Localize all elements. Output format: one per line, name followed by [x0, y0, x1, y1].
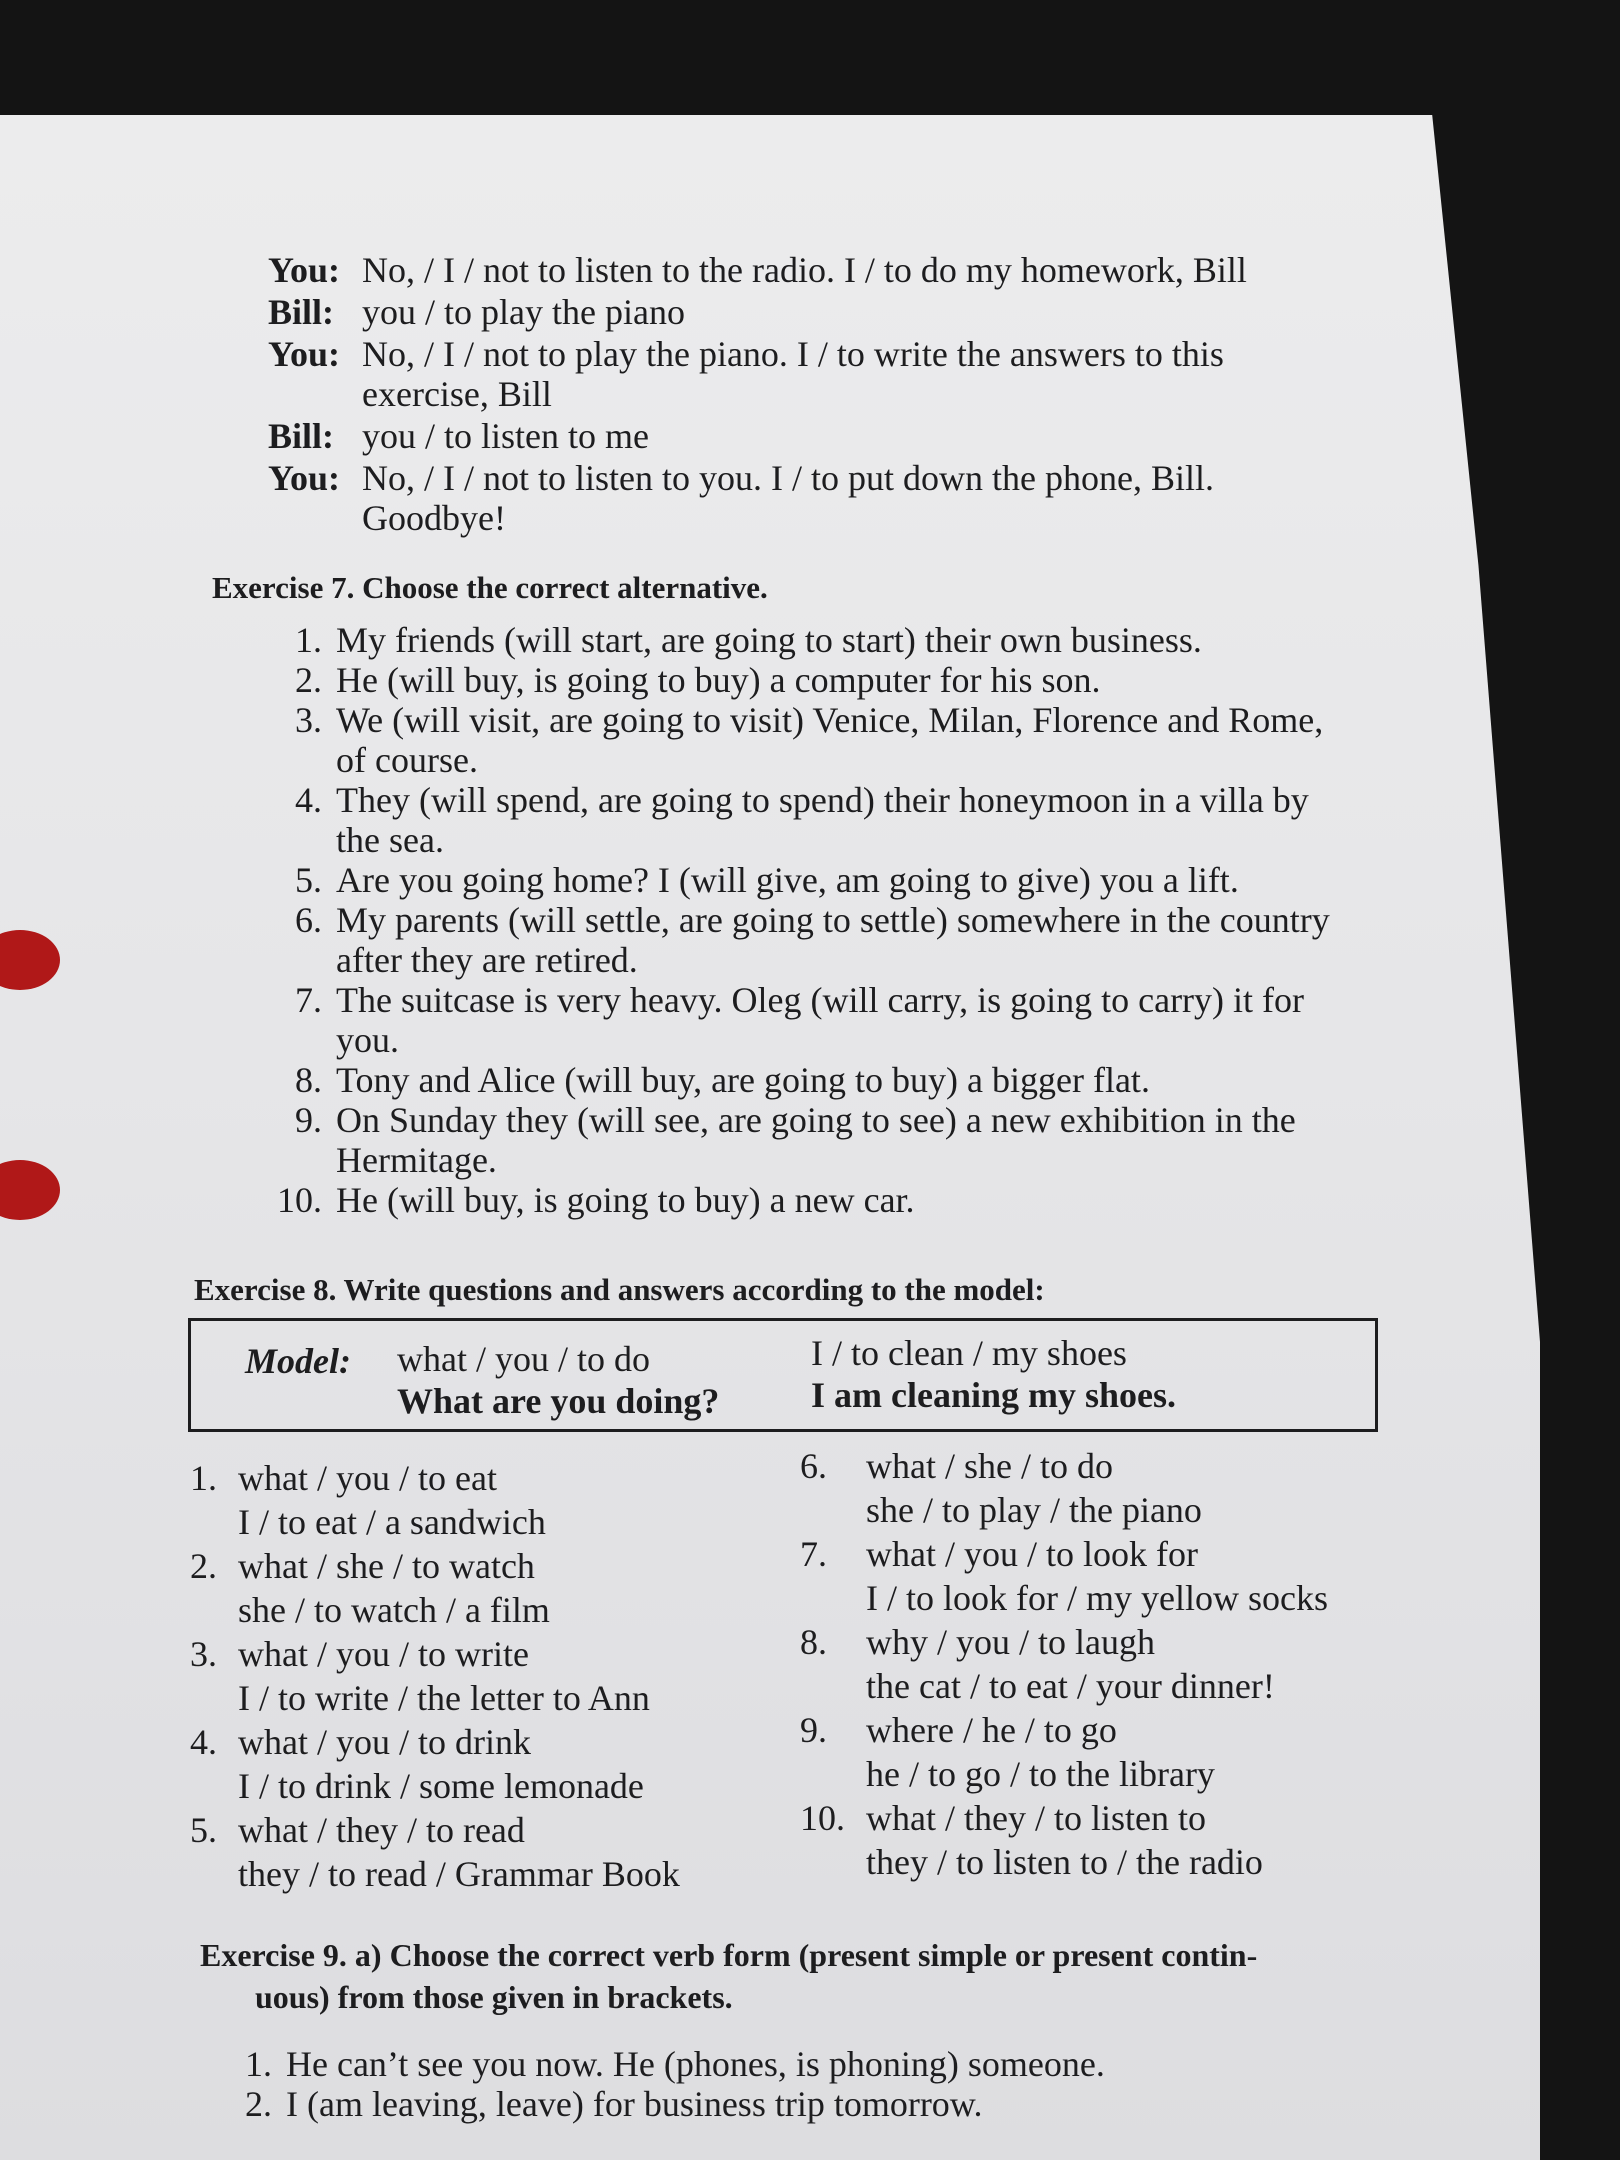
- item-text: We (will visit, are going to visit) Venice, Milan, Florence and Rome, of course.: [336, 700, 1324, 780]
- item-number: 4.: [190, 1722, 217, 1762]
- exercise-9-list: [200, 2044, 1400, 2124]
- exercise-8-right-column: [800, 1446, 1420, 1886]
- answer-prompt: the cat / to eat / your dinner!: [866, 1666, 1275, 1706]
- item-number: 4.: [295, 780, 322, 820]
- question-prompt: where / he / to go: [866, 1710, 1117, 1750]
- item-number: 2.: [190, 1546, 217, 1586]
- dialogue-text: No, / I / not to play the piano. I / to write the answers to this exercise, Bill: [362, 334, 1224, 414]
- exercise-9-title-line: Exercise 9. a) Choose the correct verb form (present simple or present contin-: [200, 1937, 1258, 1973]
- answer-prompt: they / to listen to / the radio: [866, 1842, 1263, 1882]
- question-prompt: what / they / to listen to: [866, 1798, 1206, 1838]
- item-number: 3.: [190, 1634, 217, 1674]
- item-number: 6.: [295, 900, 322, 940]
- list-item: [250, 780, 1340, 860]
- speaker: Bill:: [268, 292, 335, 332]
- dialogue-line: [268, 250, 1348, 290]
- model-answer-sentence: I am cleaning my shoes.: [811, 1375, 1177, 1415]
- item-number: 10.: [277, 1180, 322, 1220]
- answer-prompt: I / to look for / my yellow socks: [866, 1578, 1328, 1618]
- item-text: Are you going home? I (will give, am going to give) you a lift.: [336, 860, 1239, 900]
- dialogue: [268, 250, 1348, 540]
- model-question-prompt: what / you / to do: [397, 1339, 650, 1379]
- item-number: 10.: [800, 1798, 845, 1838]
- item-number: 5.: [295, 860, 322, 900]
- dialogue-line: [268, 292, 1348, 332]
- list-item: [190, 1546, 810, 1634]
- exercise-7-title: Exercise 7. Choose the correct alternative.: [212, 570, 768, 605]
- question-prompt: what / you / to look for: [866, 1534, 1198, 1574]
- list-item: [190, 1722, 810, 1810]
- list-item: [800, 1622, 1420, 1710]
- item-number: 8.: [800, 1622, 827, 1662]
- answer-prompt: they / to read / Grammar Book: [238, 1854, 680, 1894]
- exercise-8-left-column: [190, 1458, 810, 1898]
- list-item: [200, 2084, 1400, 2124]
- item-text: Tony and Alice (will buy, are going to buy) a bigger flat.: [336, 1060, 1150, 1100]
- dialogue-text: No, / I / not to listen to you. I / to put down the phone, Bill. Goodbye!: [362, 458, 1214, 538]
- model-answer-prompt: I / to clean / my shoes: [811, 1333, 1127, 1373]
- item-number: 8.: [295, 1060, 322, 1100]
- list-item: [250, 900, 1340, 980]
- item-number: 9.: [295, 1100, 322, 1140]
- list-item: [250, 1180, 1340, 1220]
- list-item: [250, 660, 1340, 700]
- item-number: 9.: [800, 1710, 827, 1750]
- list-item: [190, 1634, 810, 1722]
- list-item: [800, 1710, 1420, 1798]
- item-number: 7.: [295, 980, 322, 1020]
- dialogue-text: No, / I / not to listen to the radio. I / to do my homework, Bill: [362, 250, 1247, 290]
- item-text: He can’t see you now. He (phones, is phoning) someone.: [286, 2044, 1105, 2084]
- answer-prompt: she / to watch / a film: [238, 1590, 550, 1630]
- dialogue-line: [268, 458, 1348, 538]
- speaker: You:: [268, 458, 341, 498]
- answer-prompt: she / to play / the piano: [866, 1490, 1202, 1530]
- item-number: 2.: [245, 2084, 272, 2124]
- item-text: They (will spend, are going to spend) their honeymoon in a villa by the sea.: [336, 780, 1309, 860]
- list-item: [190, 1458, 810, 1546]
- item-text: My parents (will settle, are going to settle) somewhere in the country after they are retired.: [336, 900, 1330, 980]
- list-item: [250, 700, 1340, 780]
- list-item: [250, 620, 1340, 660]
- list-item: [250, 1100, 1340, 1180]
- item-number: 1.: [245, 2044, 272, 2084]
- list-item: [250, 980, 1340, 1060]
- question-prompt: what / she / to do: [866, 1446, 1113, 1486]
- dialogue-text: you / to listen to me: [362, 416, 649, 456]
- dialogue-line: [268, 416, 1348, 456]
- question-prompt: what / they / to read: [238, 1810, 525, 1850]
- list-item: [200, 2044, 1400, 2084]
- speaker: You:: [268, 334, 341, 374]
- answer-prompt: I / to drink / some lemonade: [238, 1766, 644, 1806]
- model-box: [188, 1318, 1378, 1432]
- dialogue-text: you / to play the piano: [362, 292, 685, 332]
- list-item: [800, 1798, 1420, 1886]
- item-number: 2.: [295, 660, 322, 700]
- list-item: [250, 860, 1340, 900]
- question-prompt: what / she / to watch: [238, 1546, 535, 1586]
- exercise-7-list: [250, 620, 1340, 1220]
- model-label: Model:: [245, 1341, 351, 1381]
- list-item: [190, 1810, 810, 1898]
- speaker: Bill:: [268, 416, 335, 456]
- speaker: You:: [268, 250, 341, 290]
- item-text: The suitcase is very heavy. Oleg (will carry, is going to carry) it for you.: [336, 980, 1305, 1060]
- item-number: 1.: [295, 620, 322, 660]
- question-prompt: what / you / to write: [238, 1634, 529, 1674]
- question-prompt: why / you / to laugh: [866, 1622, 1155, 1662]
- question-prompt: what / you / to eat: [238, 1458, 497, 1498]
- item-number: 6.: [800, 1446, 827, 1486]
- item-text: He (will buy, is going to buy) a computer for his son.: [336, 660, 1101, 700]
- list-item: [250, 1060, 1340, 1100]
- question-prompt: what / you / to drink: [238, 1722, 531, 1762]
- item-number: 3.: [295, 700, 322, 740]
- answer-prompt: he / to go / to the library: [866, 1754, 1215, 1794]
- item-text: I (am leaving, leave) for business trip tomorrow.: [286, 2084, 983, 2124]
- dialogue-line: [268, 334, 1348, 414]
- exercise-9-title: [200, 1934, 1430, 2018]
- list-item: [800, 1534, 1420, 1622]
- answer-prompt: I / to eat / a sandwich: [238, 1502, 546, 1542]
- item-number: 7.: [800, 1534, 827, 1574]
- item-number: 1.: [190, 1458, 217, 1498]
- exercise-9-title-line: uous) from those given in brackets.: [255, 1979, 733, 2015]
- model-question-answer: What are you doing?: [397, 1381, 720, 1421]
- list-item: [800, 1446, 1420, 1534]
- item-text: My friends (will start, are going to start) their own business.: [336, 620, 1202, 660]
- item-text: On Sunday they (will see, are going to see) a new exhibition in the Hermitage.: [336, 1100, 1296, 1180]
- exercise-8-title: Exercise 8. Write questions and answers according to the model:: [194, 1272, 1045, 1307]
- item-text: He (will buy, is going to buy) a new car.: [336, 1180, 915, 1220]
- item-number: 5.: [190, 1810, 217, 1850]
- answer-prompt: I / to write / the letter to Ann: [238, 1678, 650, 1718]
